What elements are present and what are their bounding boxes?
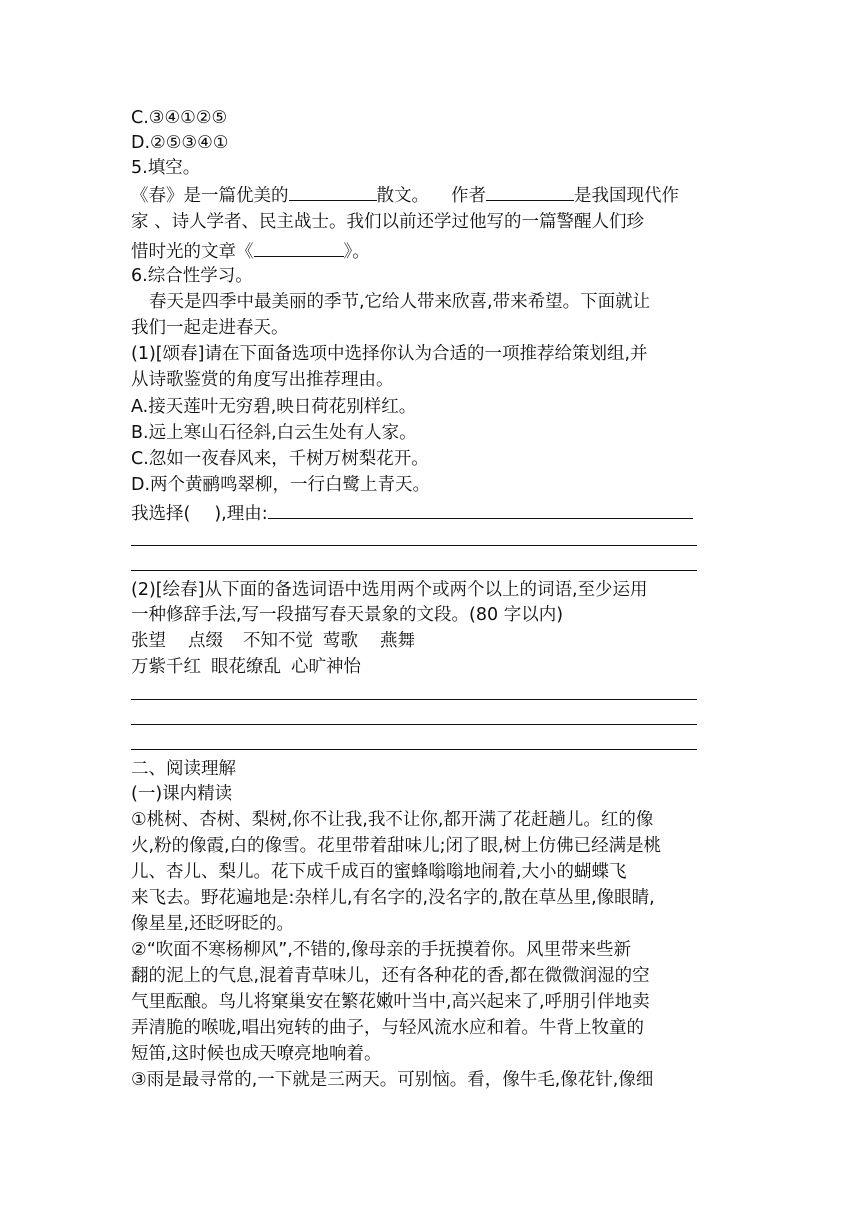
section-title: 二、阅读理解 bbox=[131, 759, 236, 779]
q6-option-b: B.远上寒山石径斜,白云生处有人家。 bbox=[131, 423, 417, 443]
word-bank-item: 万紫千红 bbox=[131, 657, 201, 677]
q6-part1-line-1: (1)[颂春]请在下面备选项中选择你认为合适的一项推荐给策划组,并 bbox=[131, 344, 648, 364]
q5-line-1 bbox=[131, 182, 679, 208]
genre-blank[interactable] bbox=[289, 182, 377, 201]
answer-line[interactable] bbox=[131, 699, 697, 700]
passage-line: ③雨是最寻常的,一下就是三两天。可别恼。看，像牛毛,像花针,像细 bbox=[131, 1070, 654, 1090]
passage-line: 像星星,还眨呀眨的。 bbox=[131, 914, 295, 934]
author-blank[interactable] bbox=[486, 182, 574, 201]
word-bank-item: 莺歌 bbox=[323, 631, 358, 651]
reason-label: ),理由: bbox=[214, 504, 268, 524]
choice-line bbox=[131, 500, 693, 526]
passage-line: ①桃树、杏树、梨树,你不让我,我不让你,都开满了花赶趟儿。红的像 bbox=[131, 810, 654, 830]
answer-line[interactable] bbox=[131, 724, 697, 725]
word-bank-item: 点缀 bbox=[188, 631, 223, 651]
passage-line: 来飞去。野花遍地是:杂样儿,有名字的,没名字的,散在草丛里,像眼睛, bbox=[131, 888, 655, 908]
passage-line: 翻的泥上的气息,混着青草味儿，还有各种花的香,都在微微润湿的空 bbox=[131, 966, 650, 986]
q6-intro-line-1: 春天是四季中最美丽的季节,它给人带来欣喜,带来希望。下面就让 bbox=[149, 292, 651, 312]
word-bank-item: 眼花缭乱 bbox=[211, 657, 281, 677]
q4-option-d: D.②⑤③④① bbox=[131, 133, 229, 153]
word-bank-item: 不知不觉 bbox=[243, 631, 313, 651]
passage-line: 火,粉的像霞,白的像雪。花里带着甜味儿;闭了眼,树上仿佛已经满是桃 bbox=[131, 836, 662, 856]
word-bank-item: 燕舞 bbox=[380, 631, 415, 651]
q6-option-a: A.接天莲叶无穷碧,映日荷花别样红。 bbox=[131, 397, 417, 417]
q5-text-d: 是我国现代作 bbox=[574, 186, 679, 206]
word-bank-item: 张望 bbox=[131, 631, 166, 651]
word-bank-item: 心旷神怡 bbox=[291, 657, 361, 677]
passage-line: 儿、杏儿、梨儿。花下成千成百的蜜蜂嗡嗡地闹着,大小的蝴蝶飞 bbox=[131, 862, 627, 882]
q5-text-a: 《春》是一篇优美的 bbox=[131, 186, 289, 206]
q6-option-d: D.两个黄鹂鸣翠柳，一行白鹭上青天。 bbox=[131, 475, 431, 495]
q6-intro-line-2: 我们一起走进春天。 bbox=[131, 318, 289, 338]
answer-line[interactable] bbox=[131, 545, 697, 546]
q6-title: 6.综合性学习。 bbox=[131, 266, 253, 286]
q5-text-e: 惜时光的文章《 bbox=[131, 242, 254, 262]
q5-title: 5.填空。 bbox=[131, 158, 201, 178]
q6-option-c: C.忽如一夜春风来，千树万树梨花开。 bbox=[131, 449, 429, 469]
q5-line-2: 家 、诗人学者、民主战士。我们以前还学过他写的一篇警醒人们珍 bbox=[131, 212, 645, 232]
passage-line: 短笛,这时候也成天嘹亮地响着。 bbox=[131, 1044, 382, 1064]
q5-line-3 bbox=[131, 238, 370, 264]
answer-line[interactable] bbox=[131, 749, 697, 750]
passage-line: ②“吹面不寒杨柳风”,不错的,像母亲的手抚摸着你。风里带来些新 bbox=[131, 940, 631, 960]
choice-label: 我选择( bbox=[131, 504, 191, 524]
q6-part2-line-2: 一种修辞手法,写一段描写春天景象的文段。(80 字以内) bbox=[131, 605, 564, 625]
q5-text-f: 》。 bbox=[343, 242, 370, 262]
q6-part2-line-1: (2)[绘春]从下面的备选词语中选用两个或两个以上的词语,至少运用 bbox=[131, 580, 648, 600]
passage-line: 气里酝酿。鸟儿将窠巢安在繁花嫩叶当中,高兴起来了,呼朋引伴地卖 bbox=[131, 992, 650, 1012]
q5-text-c: 作者 bbox=[451, 186, 486, 206]
reason-blank[interactable] bbox=[268, 500, 693, 519]
answer-line[interactable] bbox=[131, 570, 697, 571]
subsection-title: (一)课内精读 bbox=[131, 784, 233, 804]
word-bank-row-1 bbox=[131, 629, 415, 653]
q5-text-b: 散文。 bbox=[376, 186, 429, 206]
q4-option-c: C.③④①②⑤ bbox=[131, 108, 228, 128]
q6-part1-line-2: 从诗歌鉴赏的角度写出推荐理由。 bbox=[131, 370, 394, 390]
passage-line: 弄清脆的喉咙,唱出宛转的曲子，与轻风流水应和着。牛背上牧童的 bbox=[131, 1018, 645, 1038]
word-bank-row-2 bbox=[131, 655, 361, 679]
article-title-blank[interactable] bbox=[254, 238, 344, 257]
